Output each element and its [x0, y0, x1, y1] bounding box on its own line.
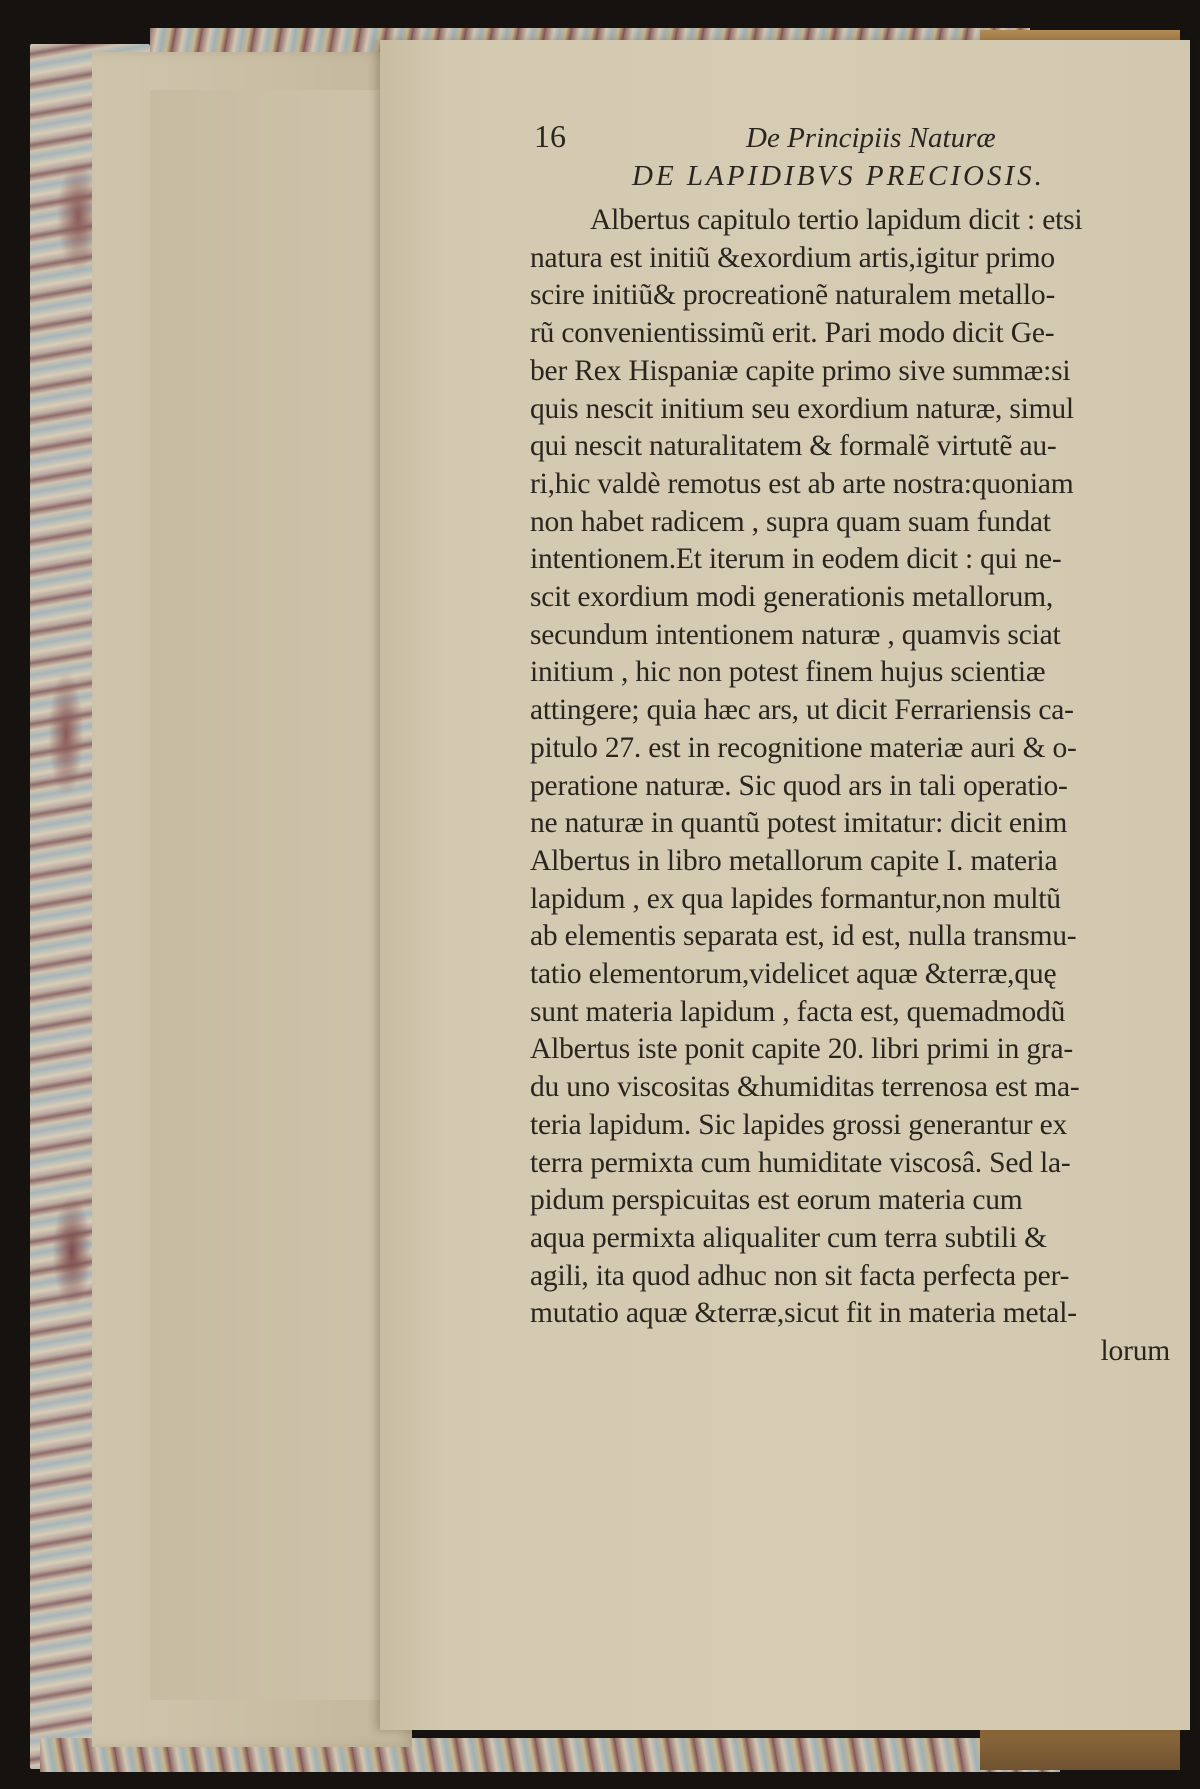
text-line: mutatio aquæ &terræ,sicut fit in materia metal- [530, 1297, 1077, 1330]
section-heading: DE LAPIDIBVS PRECIOSIS. [632, 160, 1045, 192]
text-line: Albertus capitulo tertio lapidum dicit : etsi [590, 204, 1083, 236]
text-block [530, 118, 1170, 1371]
text-line: intentionem.Et iterum in eodem dicit : qui ne- [530, 543, 1062, 576]
text-line: du uno viscositas &humiditas terrenosa est ma- [530, 1071, 1080, 1104]
text-line: aqua permixta aliqualiter cum terra subtili & [530, 1221, 1047, 1254]
text-line: rũ convenientissimũ erit. Pari modo dicit Ge- [530, 317, 1055, 350]
text-line: ri,hic valdè remotus est ab arte nostra:quoniam [530, 467, 1074, 500]
text-line: Albertus in libro metallorum capite I. materia [530, 844, 1058, 877]
text-line: tatio elementorum,videlicet aquæ &terræ,quę [530, 958, 1057, 991]
text-line: pidum perspicuitas est eorum materia cum [530, 1184, 1023, 1217]
text-line: scire initiũ& procreationẽ naturalem metallo- [530, 279, 1056, 312]
text-line: initium , hic non potest finem hujus scientiæ [530, 656, 1046, 689]
text-line: secundum intentionem naturæ , quamvis sciat [530, 618, 1061, 651]
text-line: teria lapidum. Sic lapides grossi generantur ex [530, 1108, 1068, 1141]
running-title: De Principiis Naturæ [746, 122, 996, 154]
text-line: attingere; quia hæc ars, ut dicit Ferrariensis ca- [530, 694, 1074, 727]
text-line: quis nescit initium seu exordium naturæ, simul [530, 392, 1074, 425]
printed-page [380, 40, 1190, 1730]
text-line: peratione naturæ. Sic quod ars in tali operatio- [530, 769, 1068, 802]
text-line: pitulo 27. est in recognitione materiæ auri & o- [530, 731, 1077, 764]
catchword: lorum [1100, 1335, 1170, 1368]
text-line: sunt materia lapidum , facta est, quemadmodũ [530, 995, 1066, 1028]
text-line: non habet radicem , supra quam suam fundat [530, 505, 1051, 538]
text-line: agili, ita quod adhuc non sit facta perfecta per- [530, 1259, 1070, 1292]
body-text [530, 202, 1170, 1371]
text-line: ber Rex Hispaniæ capite primo sive summæ:si [530, 354, 1071, 387]
guard-strip [150, 90, 382, 1700]
text-line: lapidum , ex qua lapides formantur,non multũ [530, 882, 1061, 915]
text-line: ne naturæ in quantũ potest imitatur: dicit enim [530, 807, 1068, 840]
text-line: qui nescit naturalitatem & formalẽ virtutẽ au- [530, 430, 1057, 463]
page-number: 16 [534, 118, 566, 154]
binding-edge-bottom [980, 1730, 1180, 1770]
text-line: ab elementis separata est, id est, nulla transmu- [530, 920, 1077, 953]
text-line: natura est initiũ &exordium artis,igitur primo [530, 241, 1055, 274]
page-header [530, 118, 1170, 158]
text-line: Albertus iste ponit capite 20. libri primi in gra- [530, 1033, 1074, 1066]
text-line: scit exordium modi generationis metallorum, [530, 581, 1054, 614]
text-line: terra permixta cum humiditate viscosâ. Sed la- [530, 1146, 1071, 1179]
